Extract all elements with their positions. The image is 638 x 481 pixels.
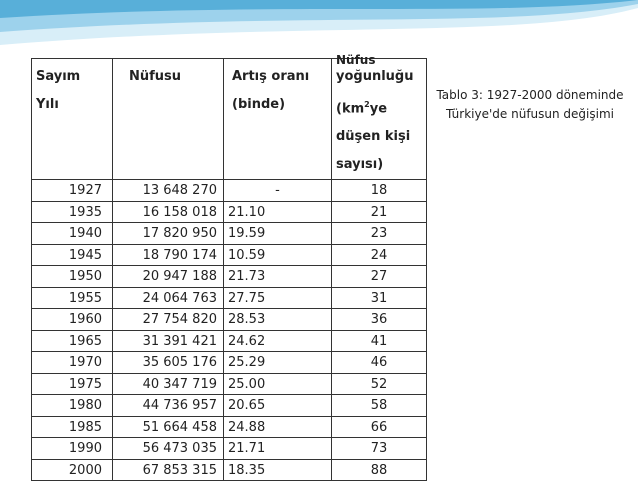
cell-rate: 27.75 — [224, 287, 332, 309]
header-density-line1: yoğunluğu — [336, 69, 414, 84]
table-row — [32, 309, 427, 331]
cell-rate: 21.10 — [224, 201, 332, 223]
cell-density: 21 — [332, 201, 427, 223]
table-body — [32, 180, 427, 481]
caption-line1: Tablo 3: 1927-2000 döneminde — [436, 88, 624, 102]
table-row — [32, 373, 427, 395]
cell-population: 18 790 174 — [113, 244, 224, 266]
cell-year: 1970 — [32, 352, 113, 374]
cell-density: 23 — [332, 223, 427, 245]
cell-density: 58 — [332, 395, 427, 417]
header-rate — [224, 59, 332, 180]
cell-rate: - — [224, 180, 332, 202]
table-caption — [432, 86, 628, 124]
table-row — [32, 244, 427, 266]
header-year-line1: Sayım — [36, 69, 81, 84]
header-population — [113, 59, 224, 180]
cell-density: 27 — [332, 266, 427, 288]
cell-population: 13 648 270 — [113, 180, 224, 202]
cell-density: 36 — [332, 309, 427, 331]
table-header-row — [32, 59, 427, 180]
cell-year: 1985 — [32, 416, 113, 438]
cell-density: 88 — [332, 459, 427, 481]
header-density-line4: sayısı) — [336, 157, 384, 173]
population-table-container — [31, 53, 427, 481]
header-rate-line2: (binde) — [232, 97, 286, 112]
cell-rate: 25.00 — [224, 373, 332, 395]
header-year-line2: Yılı — [36, 97, 59, 112]
cell-rate: 20.65 — [224, 395, 332, 417]
cell-population: 51 664 458 — [113, 416, 224, 438]
cell-density: 41 — [332, 330, 427, 352]
table-row — [32, 438, 427, 460]
cell-year: 1980 — [32, 395, 113, 417]
cell-population: 31 391 421 — [113, 330, 224, 352]
cell-rate: 19.59 — [224, 223, 332, 245]
cell-population: 67 853 315 — [113, 459, 224, 481]
header-density-top: Nüfus — [336, 53, 376, 67]
table-row — [32, 201, 427, 223]
cell-rate: 21.71 — [224, 438, 332, 460]
cell-year: 1935 — [32, 201, 113, 223]
population-table — [31, 53, 427, 481]
cell-population: 56 473 035 — [113, 438, 224, 460]
table-row — [32, 223, 427, 245]
cell-rate: 18.35 — [224, 459, 332, 481]
table-row — [32, 330, 427, 352]
table-row — [32, 180, 427, 202]
cell-density: 18 — [332, 180, 427, 202]
cell-density: 24 — [332, 244, 427, 266]
header-wave-decoration — [0, 0, 638, 60]
cell-year: 2000 — [32, 459, 113, 481]
cell-density: 73 — [332, 438, 427, 460]
cell-year: 1955 — [32, 287, 113, 309]
cell-rate: 25.29 — [224, 352, 332, 374]
cell-density: 52 — [332, 373, 427, 395]
header-rate-line1: Artış oranı — [232, 69, 310, 84]
cell-year: 1990 — [32, 438, 113, 460]
table-row — [32, 416, 427, 438]
cell-year: 1927 — [32, 180, 113, 202]
header-density-line2 — [336, 91, 422, 123]
table-row — [32, 459, 427, 481]
cell-density: 46 — [332, 352, 427, 374]
cell-population: 20 947 188 — [113, 266, 224, 288]
cell-year: 1960 — [32, 309, 113, 331]
table-row — [32, 287, 427, 309]
cell-population: 27 754 820 — [113, 309, 224, 331]
header-density-line3: düşen kişi — [336, 129, 411, 145]
cell-year: 1950 — [32, 266, 113, 288]
table-row — [32, 266, 427, 288]
cell-rate: 28.53 — [224, 309, 332, 331]
cell-year: 1965 — [32, 330, 113, 352]
cell-density: 66 — [332, 416, 427, 438]
cell-population: 35 605 176 — [113, 352, 224, 374]
cell-year: 1940 — [32, 223, 113, 245]
header-density-sup: 2 — [364, 100, 370, 109]
cell-year: 1975 — [32, 373, 113, 395]
cell-rate: 24.88 — [224, 416, 332, 438]
cell-population: 16 158 018 — [113, 201, 224, 223]
cell-year: 1945 — [32, 244, 113, 266]
caption-line2: Türkiye'de nüfusun değişimi — [446, 107, 614, 121]
header-density — [332, 53, 427, 180]
table-row — [32, 352, 427, 374]
cell-population: 44 736 957 — [113, 395, 224, 417]
cell-rate: 24.62 — [224, 330, 332, 352]
header-density-line2a: (km — [336, 101, 365, 117]
cell-population: 24 064 763 — [113, 287, 224, 309]
header-density-line2b: ye — [369, 101, 388, 117]
cell-density: 31 — [332, 287, 427, 309]
table-row — [32, 395, 427, 417]
cell-population: 17 820 950 — [113, 223, 224, 245]
cell-rate: 10.59 — [224, 244, 332, 266]
cell-population: 40 347 719 — [113, 373, 224, 395]
cell-rate: 21.73 — [224, 266, 332, 288]
header-population-label: Nüfusu — [129, 69, 182, 84]
header-year — [32, 59, 113, 180]
